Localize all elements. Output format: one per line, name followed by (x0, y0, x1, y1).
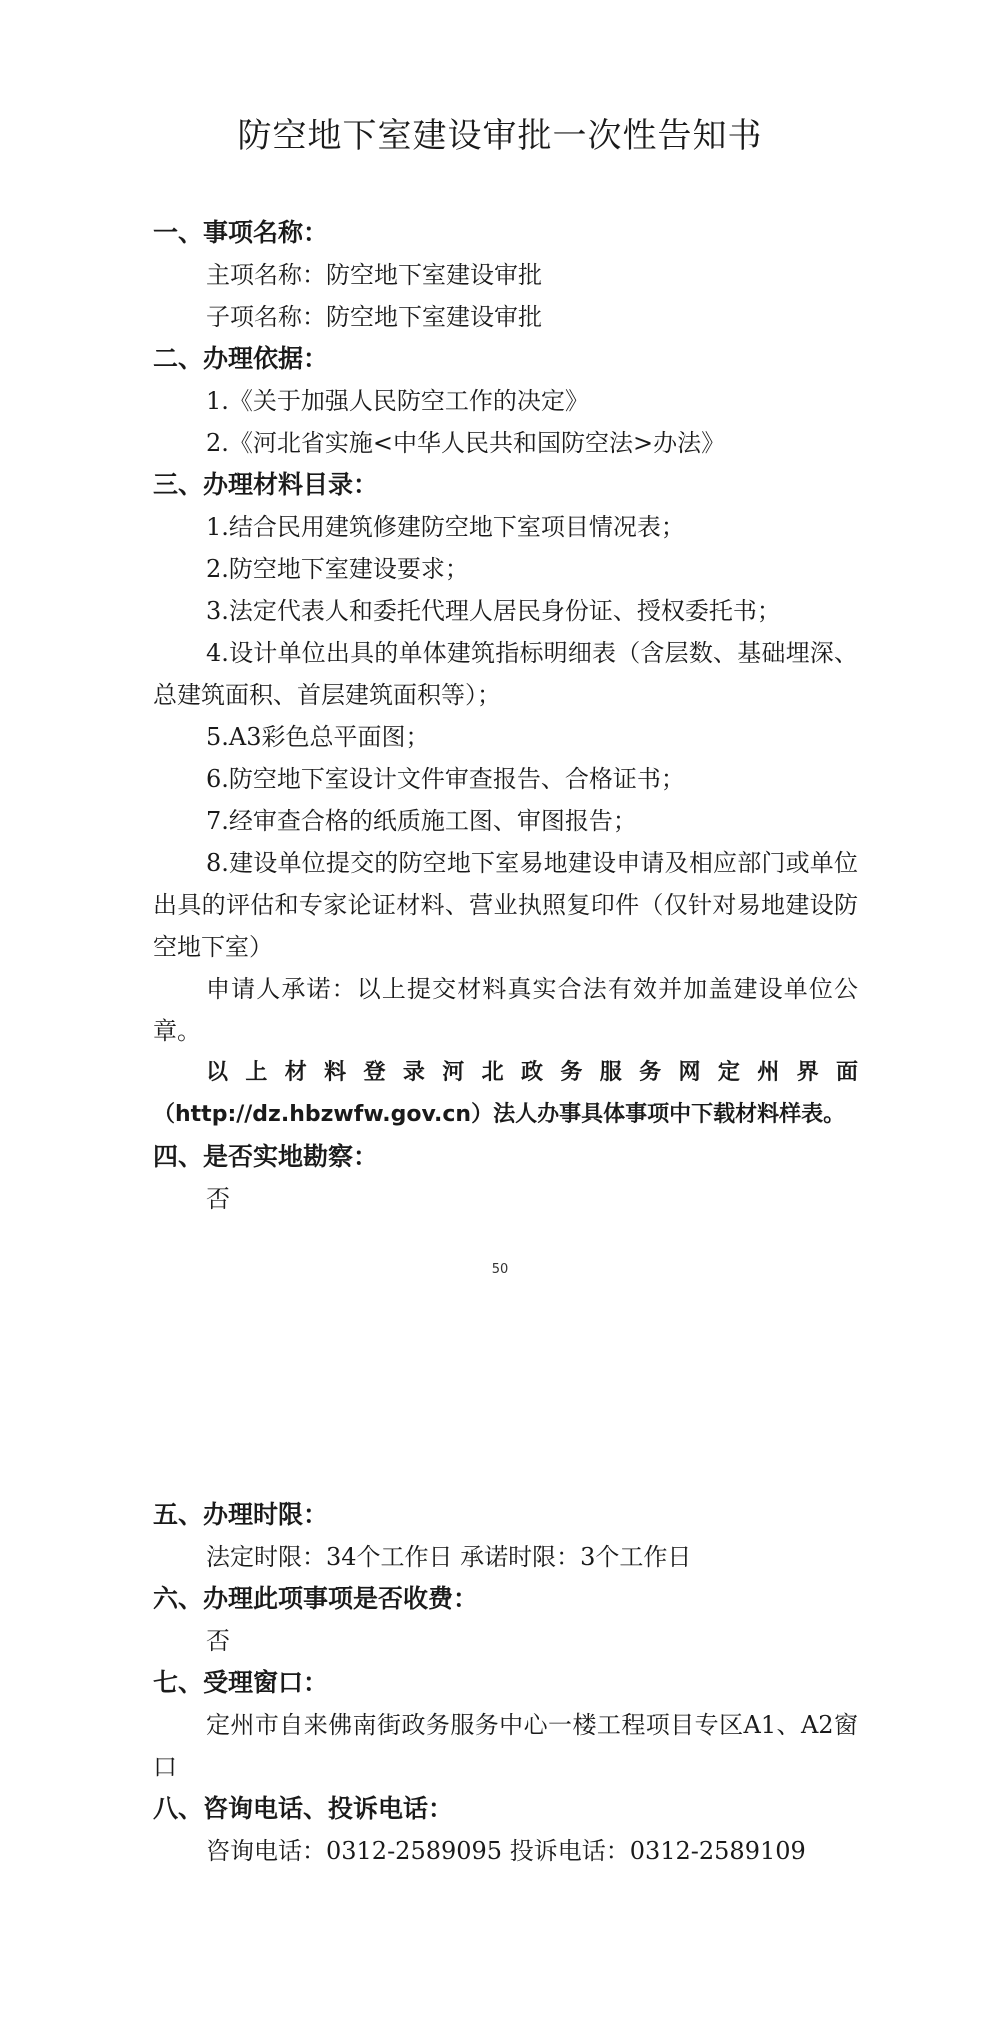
material-item: 3.法定代表人和委托代理人居民身份证、授权委托书； (206, 597, 781, 625)
material-item: 4.设计单位出具的单体建筑指标明细表（含层数、基础埋深、总建筑面积、首层建筑面积等）； (153, 639, 858, 709)
material-item: 5.A3彩色总平面图； (206, 723, 430, 751)
service-window-value: 定州市自来佛南街政务服务中心一楼工程项目专区A1、A2窗口 (153, 1711, 858, 1781)
contact-value: 咨询电话：0312-2589095 投诉电话：0312-2589109 (206, 1837, 806, 1865)
document-title: 防空地下室建设审批一次性告知书 (237, 116, 763, 156)
material-item: 1.结合民用建筑修建防空地下室项目情况表； (206, 513, 685, 541)
sub-item-name: 子项名称：防空地下室建设审批 (206, 303, 542, 331)
material-item: 8.建设单位提交的防空地下室易地建设申请及相应部门或单位出具的评估和专家论证材料、营业执照复印件（仅针对易地建设防空地下室） (153, 849, 858, 961)
material-item: 2.防空地下室建设要求； (206, 555, 469, 583)
download-notice: 以上材料登录河北政务服务网定州界面（http://dz.hbzwfw.gov.cn）法人办事具体事项中下载材料样表。 (153, 1060, 858, 1127)
section-time-limit (153, 1494, 858, 1578)
main-item-name: 主项名称：防空地下室建设审批 (206, 261, 542, 289)
time-limit-value: 法定时限：34个工作日 承诺时限：3个工作日 (206, 1543, 692, 1571)
basis-item: 1.《关于加强人民防空工作的决定》 (206, 387, 589, 415)
section-heading: 七、受理窗口： (153, 1668, 329, 1697)
material-item: 6.防空地下室设计文件审查报告、合格证书； (206, 765, 685, 793)
section-site-survey (153, 1136, 858, 1220)
section-heading: 五、办理时限： (153, 1500, 329, 1529)
section-heading: 三、办理材料目录： (153, 470, 379, 499)
section-item-name (153, 212, 858, 338)
section-heading: 一、事项名称： (153, 218, 329, 247)
section-fee (153, 1578, 858, 1662)
basis-item: 2.《河北省实施<中华人民共和国防空法>办法》 (206, 429, 726, 457)
material-item: 7.经审查合格的纸质施工图、审图报告； (206, 807, 637, 835)
section-heading: 八、咨询电话、投诉电话： (153, 1794, 454, 1823)
page-number: 50 (491, 1262, 509, 1277)
section-legal-basis (153, 338, 858, 464)
section-materials (153, 464, 858, 1136)
section-heading: 二、办理依据： (153, 344, 329, 373)
applicant-commitment: 申请人承诺：以上提交材料真实合法有效并加盖建设单位公章。 (153, 975, 858, 1045)
section-contact (153, 1788, 858, 1872)
fee-value: 否 (206, 1627, 230, 1655)
section-heading: 四、是否实地勘察： (153, 1142, 379, 1171)
section-service-window (153, 1662, 858, 1788)
site-survey-value: 否 (206, 1185, 230, 1213)
section-heading: 六、办理此项事项是否收费： (153, 1584, 479, 1613)
